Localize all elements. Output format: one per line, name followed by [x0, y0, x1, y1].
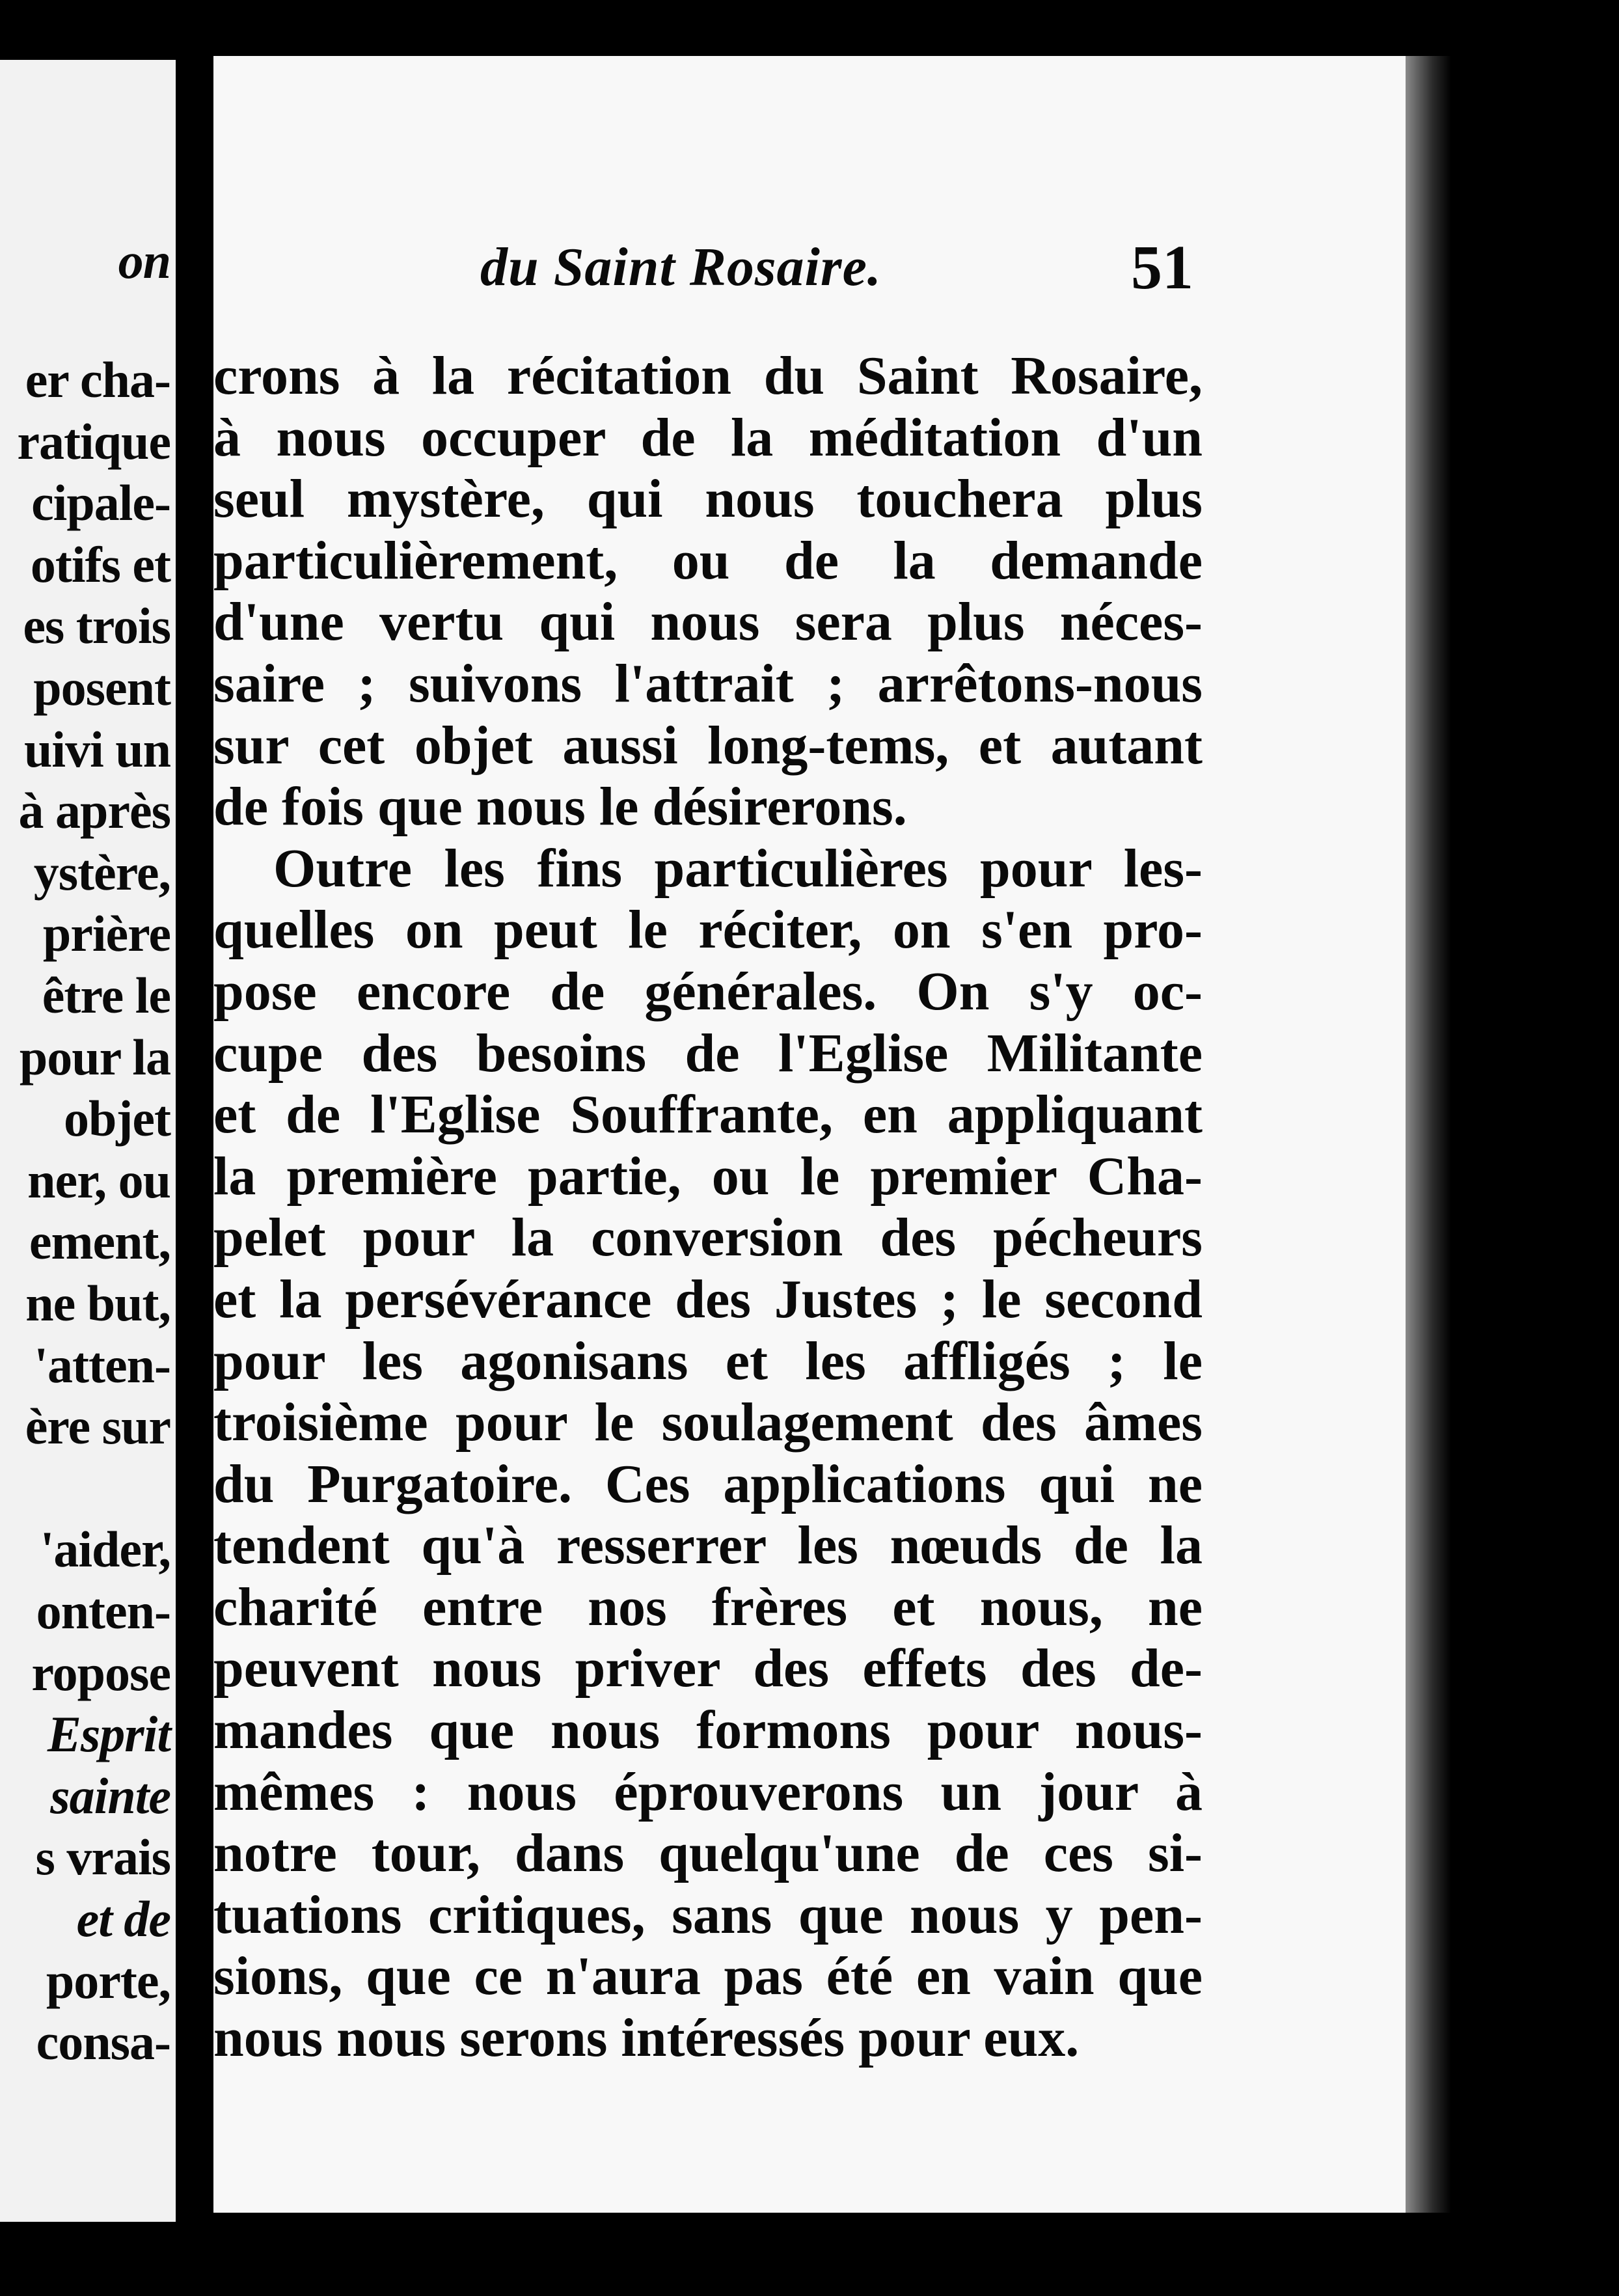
- text-line: d'une vertu qui nous sera plus néces-: [213, 592, 1203, 653]
- text-line: pose encore de générales. On s'y oc-: [213, 961, 1203, 1022]
- left-page-line: pour la: [19, 1028, 170, 1086]
- text-line: du Purgatoire. Ces applications qui ne: [213, 1453, 1203, 1514]
- left-page-line: sainte: [50, 1767, 170, 1824]
- text-line: et la persévérance des Justes ; le second: [213, 1268, 1203, 1330]
- left-page-line: 'aider,: [40, 1521, 170, 1578]
- left-page-line: posent: [33, 659, 170, 716]
- text-line: quelles on peut le réciter, on s'en pro-: [213, 899, 1203, 961]
- left-page-line: ement,: [29, 1213, 170, 1270]
- page-number: 51: [1131, 232, 1193, 302]
- left-page-line: ropose: [31, 1644, 170, 1701]
- text-line: saire ; suivons l'attrait ; arrêtons-nous: [213, 653, 1203, 714]
- text-line: sur cet objet aussi long-tems, et autant: [213, 715, 1203, 776]
- text-line: pour les agonisans et les affligés ; le: [213, 1330, 1203, 1391]
- body-text: [213, 346, 1203, 2070]
- text-line: tuations critiques, sans que nous y pen-: [213, 1884, 1203, 1945]
- left-page-line: 'atten-: [34, 1336, 170, 1393]
- text-line: notre tour, dans quelqu'une de ces si-: [213, 1823, 1203, 1884]
- left-page-line: onten-: [36, 1583, 170, 1639]
- text-line: sions, que ce n'aura pas été en vain que: [213, 1946, 1203, 2007]
- left-page-line: porte,: [46, 1952, 170, 2009]
- text-line: crons à la récitation du Saint Rosaire,: [213, 346, 1203, 406]
- text-line: particulièrement, ou de la demande: [213, 530, 1203, 591]
- right-page: [213, 56, 1406, 2213]
- left-page-line: ne but,: [25, 1275, 170, 1332]
- text-line: de fois que nous le désirerons.: [213, 776, 907, 838]
- left-page-line: ystère,: [33, 843, 170, 901]
- text-line: charité entre nos frères et nous, ne: [213, 1576, 1203, 1637]
- text-line: et de l'Eglise Souffrante, en appliquant: [213, 1084, 1203, 1145]
- text-line: à nous occuper de la méditation d'un: [213, 407, 1203, 468]
- text-line: troisième pour le soulagement des âmes: [213, 1392, 1203, 1453]
- left-page-line: ratique: [17, 413, 170, 470]
- text-line: cupe des besoins de l'Eglise Militante: [213, 1022, 1203, 1084]
- left-page-line: es trois: [23, 597, 170, 655]
- left-page-line: ner, ou: [27, 1151, 170, 1209]
- left-page-line: objet: [64, 1090, 170, 1147]
- left-page-line: et de: [76, 1891, 170, 1947]
- left-page-line: er cha-: [25, 351, 170, 408]
- left-page-line: ère sur: [25, 1398, 170, 1455]
- left-page-line: uivi un: [24, 720, 170, 778]
- page-edge-shadow: [1406, 56, 1451, 2213]
- text-line: tendent qu'à resserrer les nœuds de la: [213, 1515, 1203, 1576]
- left-page-line: s vrais: [35, 1829, 170, 1886]
- text-line: Outre les fins particulières pour les-: [273, 838, 1203, 899]
- left-page-line: à après: [18, 782, 170, 840]
- left-page-fragment: [0, 60, 176, 2222]
- running-title: du Saint Rosaire.: [480, 237, 882, 297]
- left-page-line: otifs et: [30, 536, 170, 593]
- text-line: pelet pour la conversion des pécheurs: [213, 1207, 1203, 1268]
- left-page-line: prière: [42, 905, 170, 963]
- left-page-line: cipale-: [31, 474, 170, 532]
- text-line: seul mystère, qui nous touchera plus: [213, 469, 1203, 530]
- book-gutter: [176, 0, 213, 2296]
- left-page-line: on: [118, 232, 170, 289]
- left-page-line: consa-: [36, 2014, 170, 2071]
- left-page-line: Esprit: [47, 1706, 170, 1763]
- page-header: [213, 225, 1209, 310]
- text-line: mandes que nous formons pour nous-: [213, 1700, 1203, 1761]
- text-line: peuvent nous priver des effets des de-: [213, 1638, 1203, 1699]
- text-line: mêmes : nous éprouverons un jour à: [213, 1761, 1203, 1822]
- text-line: la première partie, ou le premier Cha-: [213, 1145, 1203, 1207]
- left-page-line: être le: [42, 967, 170, 1024]
- text-line: nous nous serons intéressés pour eux.: [213, 2008, 1080, 2069]
